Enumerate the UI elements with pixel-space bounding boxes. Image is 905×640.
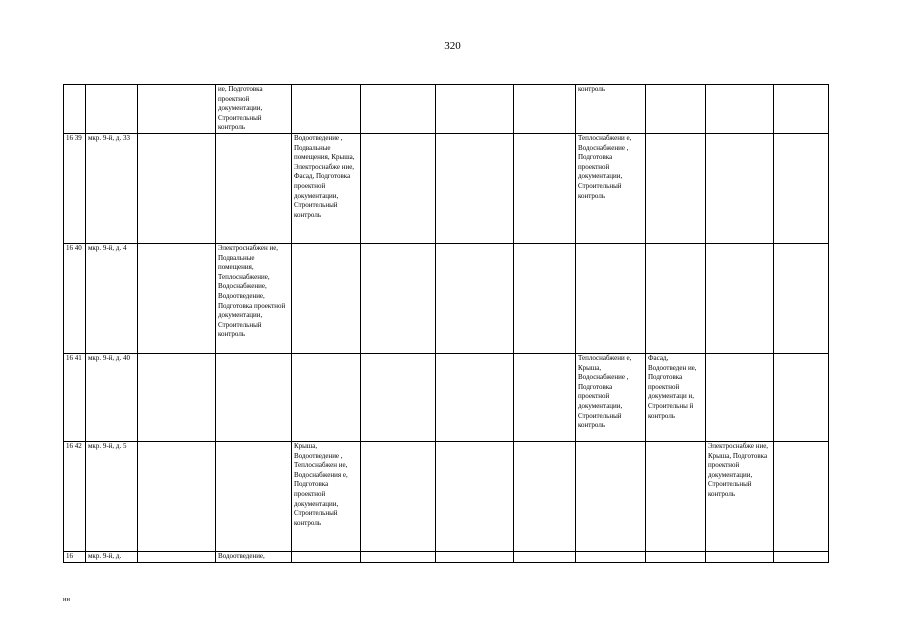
row-number-cell: 16 42 <box>64 441 86 551</box>
empty-cell <box>361 243 436 353</box>
empty-cell <box>436 243 514 353</box>
works-cell <box>292 353 361 441</box>
works-cell: Электроснабже ние, Крыша, Подготовка проектной документации, Строительный контроль <box>706 441 774 551</box>
address-cell: мкр. 9-й, д. 40 <box>86 353 138 441</box>
works-cell: Водоотведение , Подвальные помещения, Крыша, Электроснабже ние, Фасад, Подготовка проектной документации, Строительный контроль <box>292 133 361 243</box>
empty-cell <box>138 551 216 562</box>
empty-cell <box>774 85 829 134</box>
empty-cell <box>361 551 436 562</box>
empty-cell <box>138 441 216 551</box>
empty-cell <box>514 551 576 562</box>
empty-cell <box>514 353 576 441</box>
works-cell <box>216 441 292 551</box>
works-cell <box>292 551 361 562</box>
empty-cell <box>436 551 514 562</box>
empty-cell <box>436 133 514 243</box>
empty-cell <box>774 441 829 551</box>
works-cell <box>646 551 706 562</box>
repair-schedule-table <box>63 84 829 563</box>
table-row <box>64 243 829 353</box>
works-cell <box>216 353 292 441</box>
works-cell: ие, Подготовка проектной документации, Строительный контроль <box>216 85 292 134</box>
address-cell: мкр. 9-й, д. 33 <box>86 133 138 243</box>
empty-cell <box>514 441 576 551</box>
table-row <box>64 441 829 551</box>
works-cell <box>576 551 646 562</box>
works-cell <box>646 133 706 243</box>
row-number-cell: 16 <box>64 551 86 562</box>
works-cell <box>646 441 706 551</box>
works-cell <box>706 243 774 353</box>
footer-text: нн <box>63 596 70 603</box>
works-cell <box>706 133 774 243</box>
works-cell <box>706 551 774 562</box>
works-cell: Теплоснабжени е, Крыша, Водоснабжение , Подготовка проектной документации, Строительный контроль <box>576 353 646 441</box>
empty-cell <box>361 85 436 134</box>
empty-cell <box>514 133 576 243</box>
empty-cell <box>774 243 829 353</box>
empty-cell <box>361 441 436 551</box>
address-cell <box>86 85 138 134</box>
address-cell: мкр. 9-й, д. 4 <box>86 243 138 353</box>
empty-cell <box>138 133 216 243</box>
table-row <box>64 133 829 243</box>
empty-cell <box>138 353 216 441</box>
empty-cell <box>361 353 436 441</box>
row-number-cell: 16 41 <box>64 353 86 441</box>
table-row <box>64 85 829 134</box>
row-number-cell <box>64 85 86 134</box>
works-cell <box>706 85 774 134</box>
empty-cell <box>514 85 576 134</box>
works-cell <box>216 133 292 243</box>
works-cell: Теплоснабжени е, Водоснабжение , Подготовка проектной документации, Строительный контроль <box>576 133 646 243</box>
works-cell <box>706 353 774 441</box>
works-cell <box>292 85 361 134</box>
empty-cell <box>138 243 216 353</box>
empty-cell <box>514 243 576 353</box>
page-number: 320 <box>444 40 461 52</box>
empty-cell <box>436 441 514 551</box>
works-cell: Электроснабжен ие, Подвальные помещения, Теплоснабжение, Водоснабжение, Водоотведение, Подготовка проектной документации, Строительный контроль <box>216 243 292 353</box>
works-cell <box>646 243 706 353</box>
works-cell: Фасад, Водоотведен ие, Подготовка проектной документаци и, Строительны й контроль <box>646 353 706 441</box>
empty-cell <box>138 85 216 134</box>
works-cell <box>646 85 706 134</box>
works-cell: контроль <box>576 85 646 134</box>
works-cell: Водоотведение, <box>216 551 292 562</box>
row-number-cell: 16 40 <box>64 243 86 353</box>
empty-cell <box>361 133 436 243</box>
table-row <box>64 353 829 441</box>
empty-cell <box>774 133 829 243</box>
table-row <box>64 551 829 562</box>
empty-cell <box>436 353 514 441</box>
works-cell: Крыша, Водоотведение , Теплоснабжен ие, Водоснабжения е, Подготовка проектной документации, Строительный контроль <box>292 441 361 551</box>
empty-cell <box>436 85 514 134</box>
address-cell: мкр. 9-й, д. 5 <box>86 441 138 551</box>
row-number-cell: 16 39 <box>64 133 86 243</box>
empty-cell <box>774 353 829 441</box>
works-cell <box>576 441 646 551</box>
empty-cell <box>774 551 829 562</box>
works-cell <box>292 243 361 353</box>
works-cell <box>576 243 646 353</box>
address-cell: мкр. 9-й, д. <box>86 551 138 562</box>
